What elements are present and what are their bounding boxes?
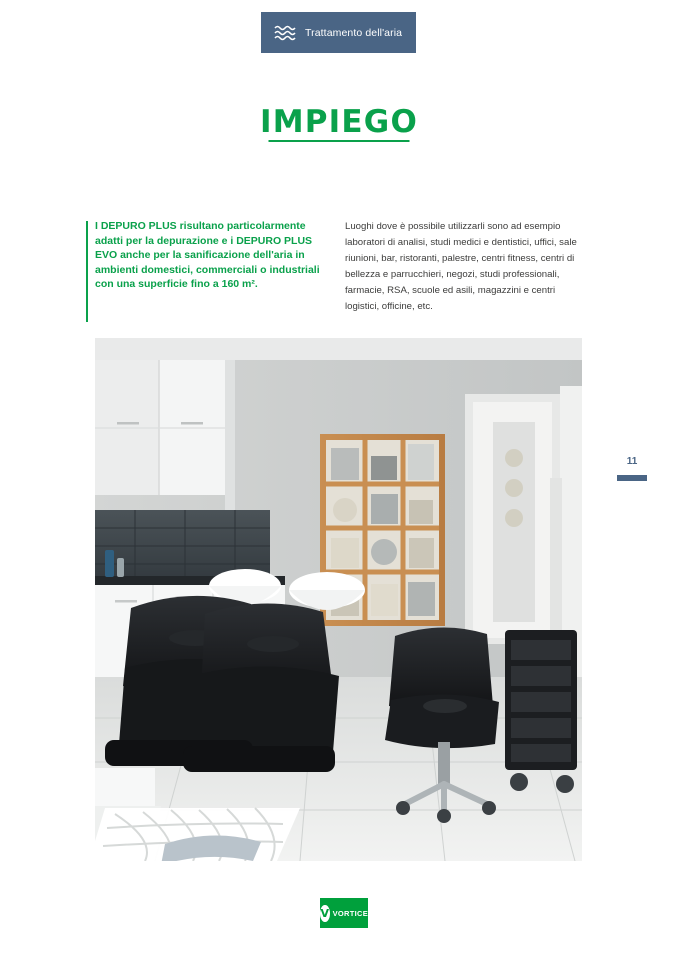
page-title: IMPIEGO — [259, 104, 418, 140]
section-header-tab — [261, 12, 416, 53]
wave-icon — [274, 23, 296, 43]
intro-paragraph-highlight — [95, 219, 331, 292]
page-number: 11 — [626, 456, 638, 467]
salon-photo-illustration — [95, 338, 582, 861]
vortice-logo — [320, 898, 368, 928]
page-title-underline — [269, 140, 410, 142]
vortice-logo-word: VORTICE — [332, 908, 368, 918]
page-number-bar — [617, 475, 647, 481]
salon-photo — [95, 338, 582, 861]
section-header-label: Trattamento dell'aria — [305, 26, 403, 39]
intro-paragraph-highlight-text: I DEPURO PLUS risultano particolarmente adatti per la depurazione e i DEPURO PLUS EVO anche per la sanificazione dell'aria in ambienti domestici, commerciali o industriali con una superficie fino a 160 m². — [95, 220, 320, 291]
vortice-logo-mark: V — [320, 906, 330, 920]
green-accent-bar — [86, 221, 88, 322]
intro-paragraph-body: Luoghi dove è possibile utilizzarli sono ad esempio laboratori di analisi, studi medici e dentistici, uffici, sale riunioni, bar, ristoranti, palestre, centri fitness, centri di bellezza e parrucchieri, negozi, studi professionali, farmacie, RSA, scuole ed asili, magazzini e centri logistici, officine, etc. — [345, 221, 577, 312]
